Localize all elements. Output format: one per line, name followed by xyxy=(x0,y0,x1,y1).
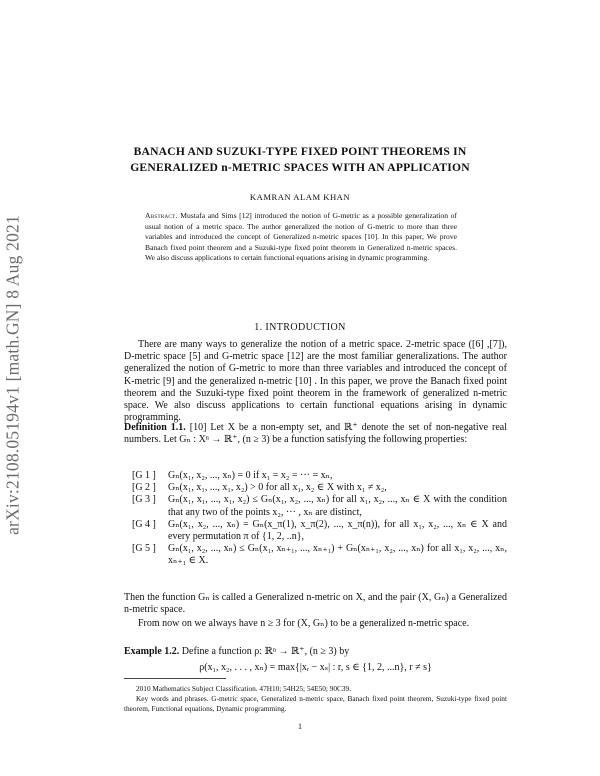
property-text: Gₙ(x₁, x₂, ..., xₙ) = Gₙ(x_π(1), x_π(2), ..., x_π(n)), for all x₁, x₂, ..., xₙ ∈ X and every permutation π of {1, 2, ..n}, xyxy=(168,518,507,542)
example-paragraph xyxy=(124,646,507,658)
property-item xyxy=(132,470,507,482)
footnote-rule xyxy=(124,678,226,679)
property-text: Gₙ(x₁, x₂, ..., xₙ) = 0 if x₁ = x₂ = ··· = xₙ, xyxy=(168,470,333,481)
paper-title xyxy=(100,144,500,176)
footnote-keywords: Key words and phrases. G-metric space, Generalized n-metric space, Banach fixed point theorem, Suzuki-type fixed point theorem, Functional equations, Dynamic programming. xyxy=(124,694,507,713)
property-tag: [G 1 ] xyxy=(132,470,156,481)
property-tag: [G 5 ] xyxy=(132,543,156,555)
property-tag: [G 2 ] xyxy=(132,482,156,494)
property-item xyxy=(132,482,507,494)
property-tag: [G 4 ] xyxy=(132,518,156,530)
property-text: Gₙ(x₁, x₁, ..., x₁, x₂) ≤ Gₙ(x₁, x₂, ..., xₙ) for all x₁, x₂, ..., xₙ ∈ X with the condition that any two of the points x₂, ··· , xₙ are distinct, xyxy=(168,494,507,518)
abstract-label: Abstract. xyxy=(145,211,178,220)
example-text: Define a function ρ: ℝⁿ → ℝ⁺, (n ≥ 3) by xyxy=(181,646,350,657)
page-number: 1 xyxy=(298,722,302,731)
section-heading: 1. INTRODUCTION xyxy=(254,322,346,333)
abstract-text: Mustafa and Sims [12] introduced the notion of G-metric as a possible generalization of usual notion of a metric space. The author generalized the notion of G-metric to more than three variables and introduced the concept of Generalized n-metric spaces [10]. In this paper, We prove Banach fixed point theorem and a Suzuki-type fixed point theorem in Generalized n-metric spaces. We also discuss applications to certain functional equations arising in dynamic programming. xyxy=(145,211,457,263)
property-tag: [G 3 ] xyxy=(132,494,156,506)
footnote-msc: 2010 Mathematics Subject Classification. 47H10; 54H25; 54E50; 90C39. xyxy=(136,684,352,693)
property-text: Gₙ(x₁, x₁, ..., x₁, x₂) > 0 for all x₁, x₂ ∈ X with x₁ ≠ x₂, xyxy=(168,482,387,494)
display-formula: ρ(x₁, x₂, . . . , xₙ) = max{|xᵣ − xₛ| : r, s ∈ {1, 2, ...n}, r ≠ s} xyxy=(199,662,432,673)
definition-text: [10] Let X be a non-empty set, and ℝ⁺ denote the set of non-negative real numbers. Let Gₙ : Xⁿ → ℝ⁺, (n ≥ 3) be a function satisfying the following properties: xyxy=(124,422,508,446)
abstract xyxy=(145,211,457,264)
author-name: KAMRAN ALAM KHAN xyxy=(249,192,351,202)
arxiv-identifier-text: arXiv:2108.05194v1 [math.GN] 8 Aug 2021 xyxy=(2,215,23,535)
property-item xyxy=(132,494,507,518)
from-now-paragraph: From now on we always have n ≥ 3 for (X, Gₙ) to be a generalized n-metric space. xyxy=(138,618,470,629)
property-item xyxy=(132,519,507,543)
property-item xyxy=(132,543,507,567)
arxiv-side-identifier xyxy=(2,155,24,595)
intro-paragraph: There are many ways to generalize the notion of a metric space. 2-metric space ([6] ,[7]), D-metric space [5] and G-metric space [12] are the most familiar generalizations. The author generalized the notion of G-metric to more than three variables and introduced the concept of K-metric [9] and the generalized n-metric [10] . In this paper, we prove the Banach fixed point theorem and the Suzuki-type fixed point theorem in the framework of generalized n-metric space. We also discuss applications to certain functional equations arising in dynamic programming. xyxy=(124,339,507,424)
example-label: Example 1.2. xyxy=(124,646,180,657)
then-paragraph: Then the function Gₙ is called a Generalized n-metric on X, and the pair (X, Gₙ) a Generalized n-metric space. xyxy=(124,592,507,616)
definition-paragraph xyxy=(124,422,507,446)
property-list xyxy=(132,470,507,568)
property-text: Gₙ(x₁, x₂, ..., xₙ) ≤ Gₙ(x₁, xₙ₊₁, ..., xₙ₊₁) + Gₙ(xₙ₊₁, x₂, ..., xₙ) for all x₁, x₂, ..., xₙ, xₙ₊₁ ∈ X. xyxy=(168,543,507,567)
definition-label: Definition 1.1. xyxy=(124,422,186,433)
title-line-1: BANACH AND SUZUKI-TYPE FIXED POINT THEOREMS IN xyxy=(133,145,467,158)
title-line-2: GENERALIZED n-METRIC SPACES WITH AN APPLICATION xyxy=(130,161,470,174)
